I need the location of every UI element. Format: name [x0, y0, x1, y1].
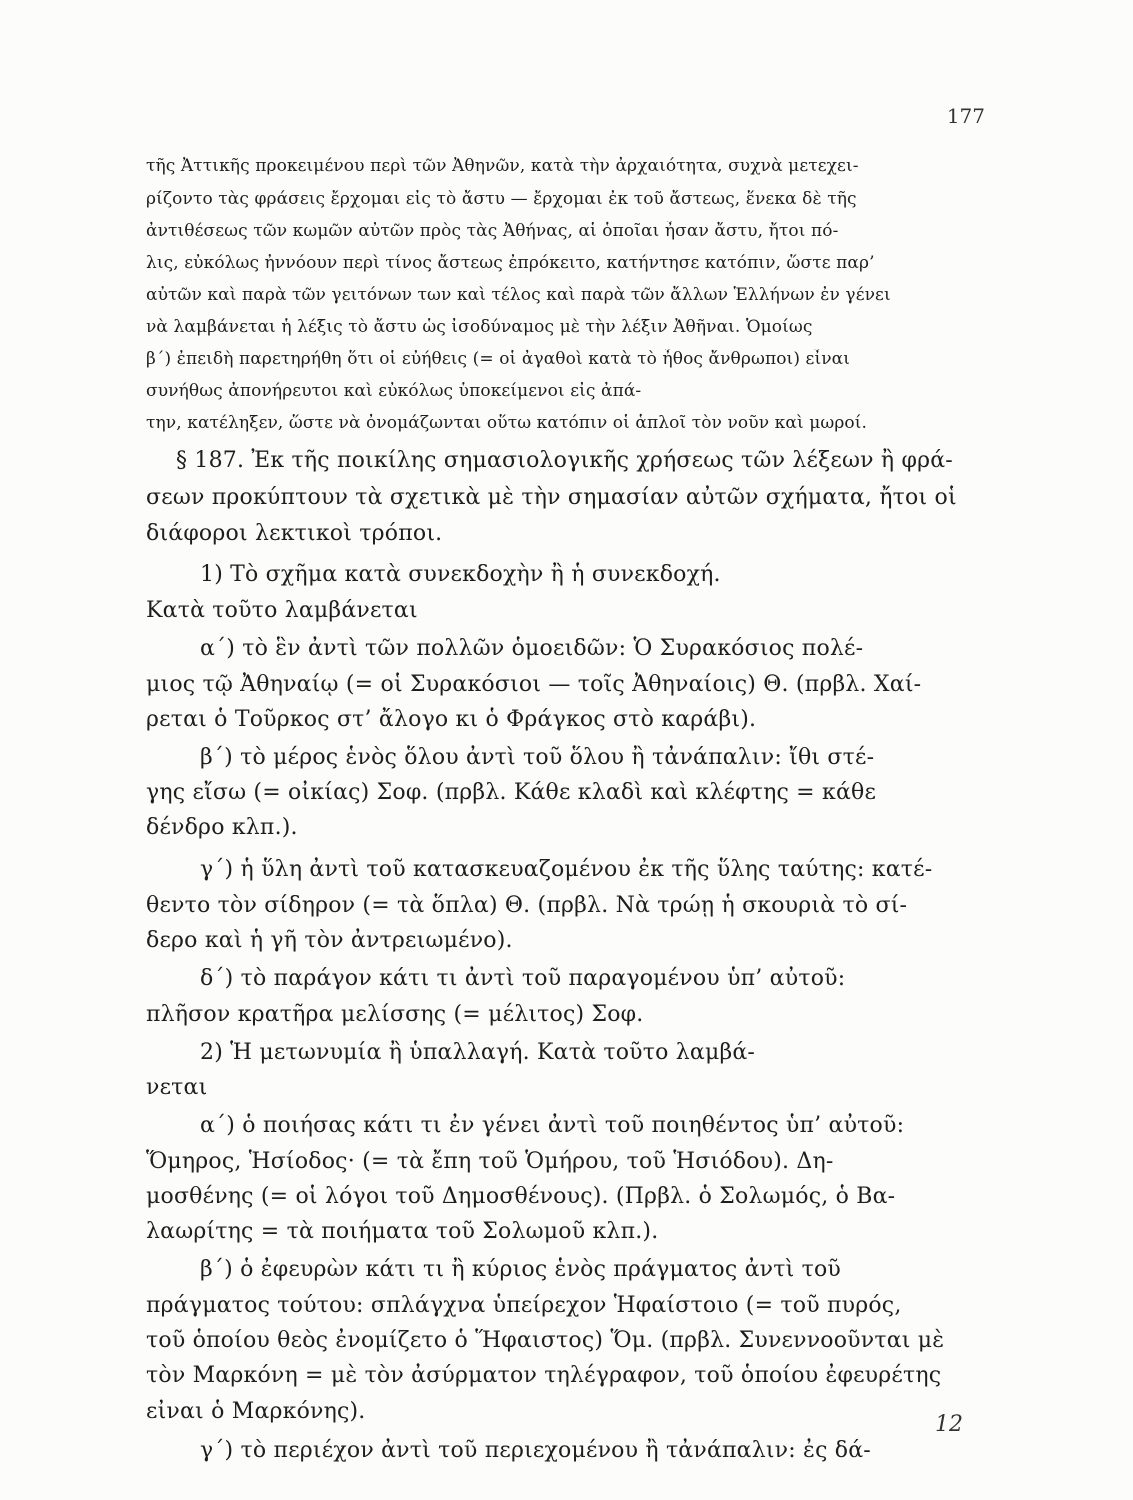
text-line: γης εἴσω (= οἰκίας) Σοφ. (πρβλ. Κάθε κλαδὶ καὶ κλέφτης = κάθε: [146, 780, 877, 805]
text-line: ρεται ὁ Τοῦρκος στ’ ἄλογο κι ὁ Φράγκος στὸ καράβι).: [146, 707, 757, 732]
page-number: 177: [946, 104, 985, 128]
text-line: ἀντιθέσεως τῶν κωμῶν αὐτῶν πρὸς τὰς Ἀθήνας, αἱ ὁποῖαι ἦσαν ἄστυ, ἤτοι πό-: [146, 221, 839, 241]
text-line: ρίζοντο τὰς φράσεις ἔρχομαι εἰς τὸ ἄστυ — ἔρχομαι ἐκ τοῦ ἄστεως, ἕνεκα δὲ τῆς: [146, 189, 857, 209]
text-line: λις, εὐκόλως ἠννόουν περὶ τίνος ἄστεως ἐπρόκειτο, κατήντησε κατόπιν, ὥστε παρ’: [146, 253, 875, 273]
text-line: συνήθως ἀπονήρευτοι καὶ εὐκόλως ὑποκείμενοι εἰς ἀπά-: [146, 381, 642, 401]
text-line: πράγματος τούτου: σπλάγχνα ὑπείρεχον Ἡφαίστοιο (= τοῦ πυρός,: [146, 1293, 902, 1318]
text-line: δερο καὶ ἡ γῆ τὸν ἀντρειωμένο).: [146, 928, 513, 953]
signature-mark: 12: [935, 1412, 963, 1437]
text-line: λαωρίτης = τὰ ποιήματα τοῦ Σολωμοῦ κλπ.).: [146, 1219, 659, 1244]
text-line: γ΄) ἡ ὕλη ἀντὶ τοῦ κατασκευαζομένου ἐκ τῆς ὕλης ταύτης: κατέ-: [200, 857, 933, 882]
text-line: την, κατέληξεν, ὥστε νὰ ὀνομάζωνται οὕτω κατόπιν οἱ ἁπλοῖ τὸν νοῦν καὶ μωροί.: [146, 413, 868, 433]
text-line: β΄) ὁ ἐφευρὼν κάτι τι ἢ κύριος ἑνὸς πράγματος ἀντὶ τοῦ: [200, 1257, 841, 1282]
text-line: 1) Τὸ σχῆμα κατὰ συνεκδοχὴν ἢ ἡ συνεκδοχή.: [200, 562, 721, 587]
text-line: β΄) τὸ μέρος ἑνὸς ὅλου ἀντὶ τοῦ ὅλου ἢ τἀνάπαλιν: ἴθι στέ-: [200, 745, 875, 770]
text-line: α΄) ὁ ποιήσας κάτι τι ἐν γένει ἀντὶ τοῦ ποιηθέντος ὑπ’ αὐτοῦ:: [200, 1113, 905, 1138]
text-line: σεων προκύπτουν τὰ σχετικὰ μὲ τὴν σημασίαν αὐτῶν σχήματα, ἤτοι οἱ: [146, 485, 957, 510]
text-line: τῆς Ἀττικῆς προκειμένου περὶ τῶν Ἀθηνῶν, κατὰ τὴν ἀρχαιότητα, συχνὰ μετεχει-: [146, 156, 859, 176]
text-line: δένδρο κλπ.).: [146, 815, 298, 840]
text-line: νεται: [146, 1075, 208, 1100]
text-line: θεντο τὸν σίδηρον (= τὰ ὅπλα) Θ. (πρβλ. Νὰ τρώῃ ἡ σκουριὰ τὸ σί-: [146, 893, 908, 918]
text-line: αὐτῶν καὶ παρὰ τῶν γειτόνων των καὶ τέλος καὶ παρὰ τῶν ἄλλων Ἑλλήνων ἐν γένει: [146, 285, 891, 305]
text-line: α΄) τὸ ἓν ἀντὶ τῶν πολλῶν ὁμοειδῶν: Ὁ Συρακόσιος πολέ-: [200, 636, 864, 661]
section-heading-line: § 187. Ἐκ τῆς ποικίλης σημασιολογικῆς χρήσεως τῶν λέξεων ἢ φρά-: [176, 448, 953, 473]
text-line: τὸν Μαρκόνη = μὲ τὸν ἀσύρματον τηλέγραφον, τοῦ ὁποίου ἐφευρέτης: [146, 1363, 942, 1388]
text-line: μιος τῷ Ἀθηναίῳ (= οἱ Συρακόσιοι — τοῖς Ἀθηναίοις) Θ. (πρβλ. Χαί-: [146, 672, 922, 697]
text-line: εἶναι ὁ Μαρκόνης).: [146, 1399, 366, 1424]
text-line: β΄) ἐπειδὴ παρετηρήθη ὅτι οἱ εὐήθεις (= οἱ ἀγαθοὶ κατὰ τὸ ἦθος ἄνθρωποι) εἶναι: [146, 349, 851, 369]
text-line: διάφοροι λεκτικοὶ τρόποι.: [146, 521, 443, 546]
text-line: Ὅμηρος, Ἡσίοδος· (= τὰ ἔπη τοῦ Ὁμήρου, τοῦ Ἡσιόδου). Δη-: [146, 1149, 834, 1174]
text-line: τοῦ ὁποίου θεὸς ἐνομίζετο ὁ Ἥφαιστος) Ὅμ. (πρβλ. Συνεννοοῦνται μὲ: [146, 1328, 945, 1353]
text-line: 2) Ἡ μετωνυμία ἢ ὑπαλλαγή. Κατὰ τοῦτο λαμβά-: [200, 1040, 756, 1065]
text-line: γ΄) τὸ περιέχον ἀντὶ τοῦ περιεχομένου ἢ τἀνάπαλιν: ἐς δά-: [200, 1438, 871, 1463]
text-line: μοσθένης (= οἱ λόγοι τοῦ Δημοσθένους). (Πρβλ. ὁ Σολωμός, ὁ Βα-: [146, 1184, 896, 1209]
text-line: πλῆσον κρατῆρα μελίσσης (= μέλιτος) Σοφ.: [146, 1002, 644, 1027]
text-line: νὰ λαμβάνεται ἡ λέξις τὸ ἄστυ ὡς ἰσοδύναμος μὲ τὴν λέξιν Ἀθῆναι. Ὁμοίως: [146, 317, 813, 337]
text-line: Κατὰ τοῦτο λαμβάνεται: [146, 598, 418, 623]
text-line: δ΄) τὸ παράγον κάτι τι ἀντὶ τοῦ παραγομένου ὑπ’ αὐτοῦ:: [200, 966, 846, 991]
